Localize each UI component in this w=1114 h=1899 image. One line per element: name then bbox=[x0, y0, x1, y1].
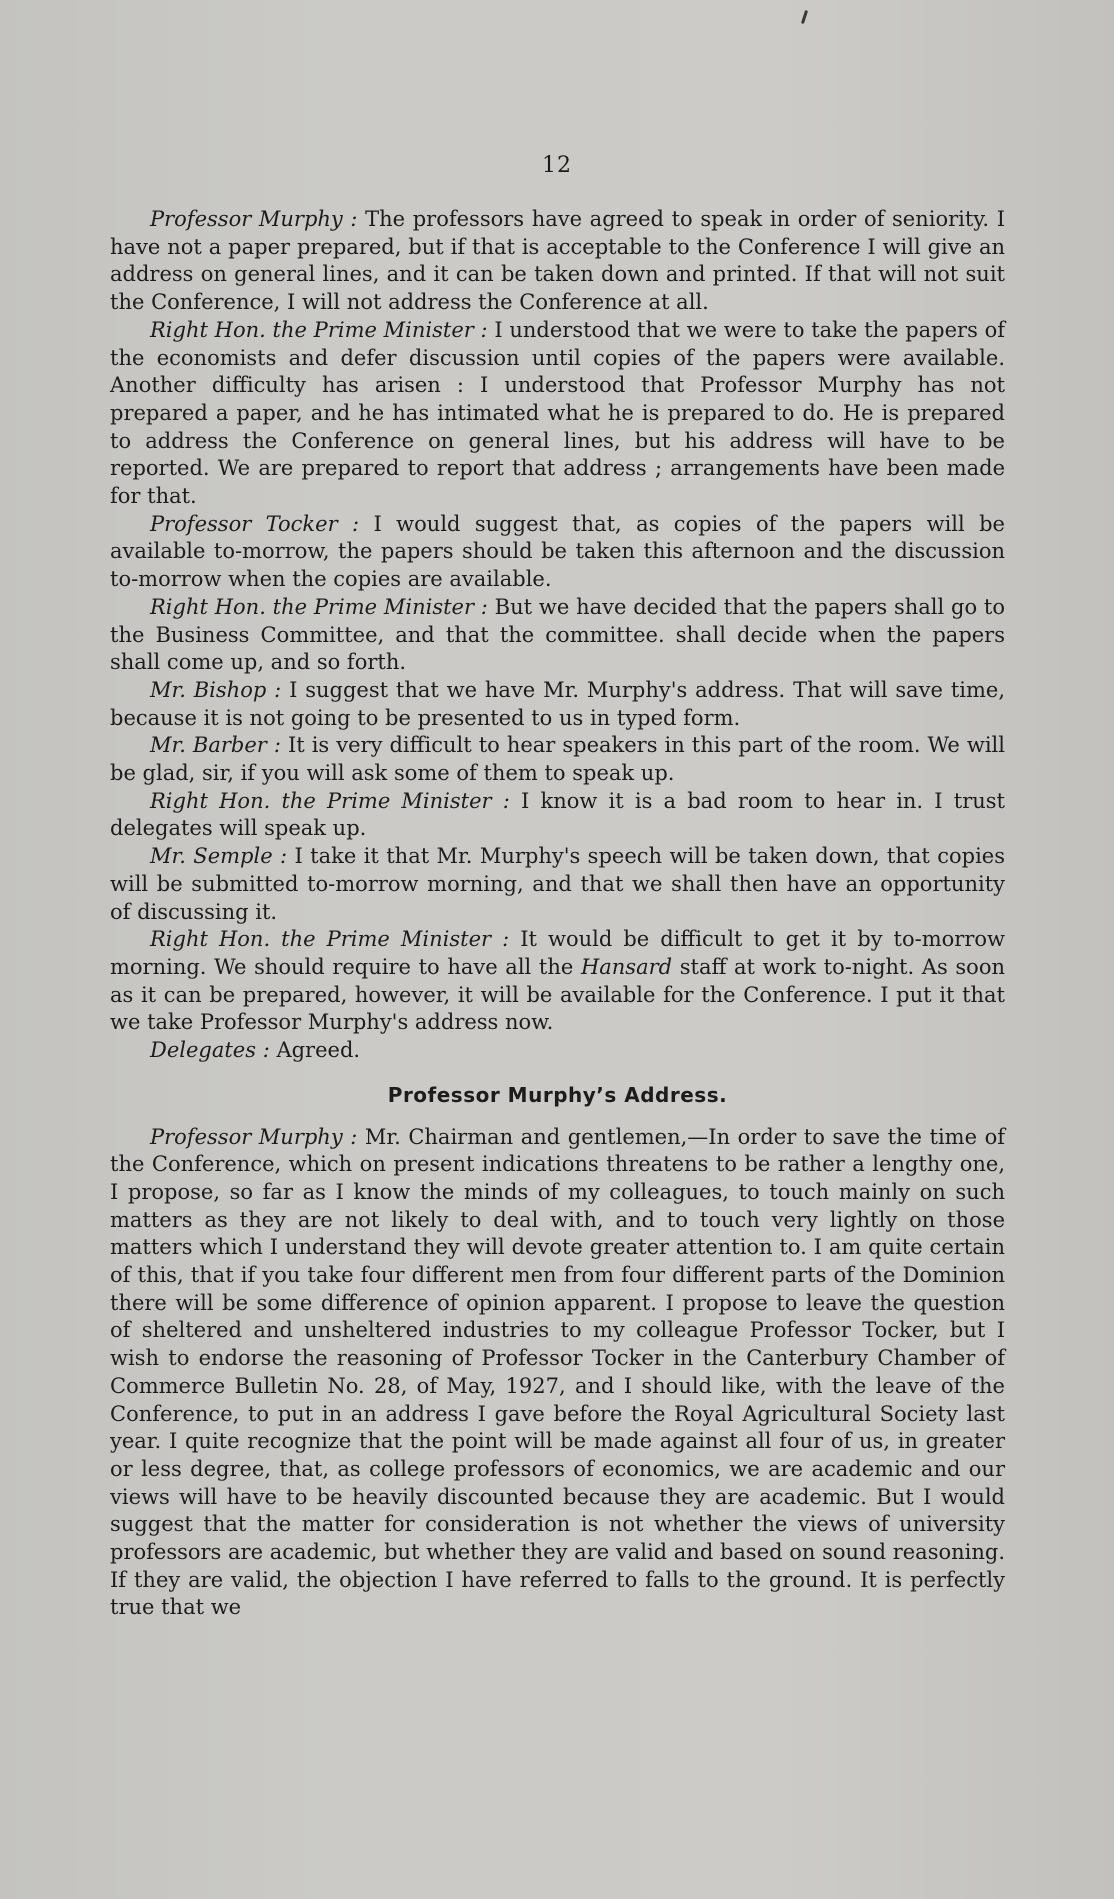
section-heading: Professor Murphy’s Address. bbox=[387, 1082, 728, 1107]
paragraph bbox=[110, 677, 1005, 732]
paragraph bbox=[110, 843, 1005, 926]
page-number: 12 bbox=[542, 153, 572, 178]
pen-mark bbox=[801, 10, 808, 24]
paragraph-text: It would be difficult to get it by to-morrow morning. We should require to have all the bbox=[110, 927, 1005, 979]
paragraph bbox=[110, 788, 1005, 843]
speaker-label: Right Hon. the Prime Minister : bbox=[150, 317, 488, 342]
body-text bbox=[110, 206, 1005, 1622]
speaker-label: Mr. Bishop : bbox=[150, 677, 282, 702]
speaker-label: Professor Murphy : bbox=[150, 1124, 358, 1149]
speaker-label: Right Hon. the Prime Minister : bbox=[150, 927, 510, 952]
paragraph-text: I suggest that we have Mr. Murphy's address. That will save time, because it is not going to be presented to us in typed form. bbox=[110, 677, 1005, 730]
speaker-label: Mr. Barber : bbox=[150, 733, 281, 758]
paragraph bbox=[110, 206, 1005, 317]
paragraph-text: The professors have agreed to speak in order of seniority. I have not a paper prepared, but if that is acceptable to the Conference I will give an address on general lines, and it can be taken down and printed. If that will not suit the Conference, I will not address the Conference at all. bbox=[110, 207, 1005, 315]
paragraph-text: staff at work to-night. As soon as it can be prepared, however, it will be available for the Conference. I put it that we take Professor Murphy's address now. bbox=[110, 954, 1005, 1035]
paragraph bbox=[110, 317, 1005, 511]
paragraph-text: I would suggest that, as copies of the papers will be available to-morrow, the papers should be taken this afternoon and the discussion to-morrow when the copies are available. bbox=[110, 511, 1005, 592]
paragraph bbox=[110, 594, 1005, 677]
paragraph bbox=[110, 511, 1005, 594]
paragraph-text: But we have decided that the papers shall go to the Business Committee, and that the committee. shall decide when the papers shall come up, and so forth. bbox=[110, 594, 1005, 675]
paragraph-text: I take it that Mr. Murphy's speech will be taken down, that copies will be submitted to-morrow morning, and that we shall then have an opportunity of discussing it. bbox=[110, 844, 1005, 924]
speaker-label: Right Hon. the Prime Minister : bbox=[150, 594, 488, 619]
speaker-label: Mr. Semple : bbox=[150, 844, 288, 869]
paragraph-text: It is very difficult to hear speakers in this part of the room. We will be glad, sir, if you will ask some of them to speak up. bbox=[110, 733, 1005, 786]
paragraph bbox=[110, 732, 1005, 787]
hansard-italic: Hansard bbox=[580, 954, 673, 979]
paragraph-text: Agreed. bbox=[269, 1038, 361, 1063]
speaker-label: Delegates : bbox=[150, 1038, 270, 1063]
speaker-label: Professor Tocker : bbox=[150, 511, 360, 536]
paragraph-text: I understood that we were to take the papers of the economists and defer discussion until copies of the papers were available. Another difficulty has arisen : I understood that Professor Murphy has not prepared a paper, and he has intimated what he is prepared to do. He is prepared to address the Conference on general lines, but his address will have to be reported. We are prepared to report that address ; arrangements have been made for that. bbox=[110, 317, 1005, 509]
paragraph bbox=[110, 1124, 1005, 1623]
paragraph-text: Mr. Chairman and gentlemen,—In order to save the time of the Conference, which on present indications threatens to be rather a lengthy one, I propose, so far as I know the minds of my colleagues, to touch mainly on such matters as they are not likely to deal with, and to touch very lightly on those matters which I understand they will devote greater attention to. I am quite certain of this, that if you take four different men from four different parts of the Dominion there will be some difference of opinion apparent. I propose to leave the question of sheltered and unsheltered industries to my colleague Professor Tocker, but I wish to endorse the reasoning of Professor Tocker in the Canterbury Chamber of Commerce Bulletin No. 28, of May, 1927, and I should like, with the leave of the Conference, to put in an address I gave before the Royal Agricultural Society last year. I quite recognize that the point will be made against all four of us, in greater or less degree, that, as college professors of economics, we are academic and our views will have to be heavily discounted because they are academic. But I would suggest that the matter for consideration is not whether the views of university professors are academic, but whether they are valid and based on sound reasoning. If they are valid, the objection I have referred to falls to the ground. It is perfectly true that we bbox=[110, 1124, 1005, 1620]
speaker-label: Professor Murphy : bbox=[150, 207, 358, 231]
speaker-label: Right Hon. the Prime Minister : bbox=[150, 788, 510, 813]
paragraph bbox=[110, 1037, 1005, 1065]
paragraph-text: I know it is a bad room to hear in. I trust delegates will speak up. bbox=[110, 788, 1005, 841]
paragraph bbox=[110, 926, 1005, 1037]
